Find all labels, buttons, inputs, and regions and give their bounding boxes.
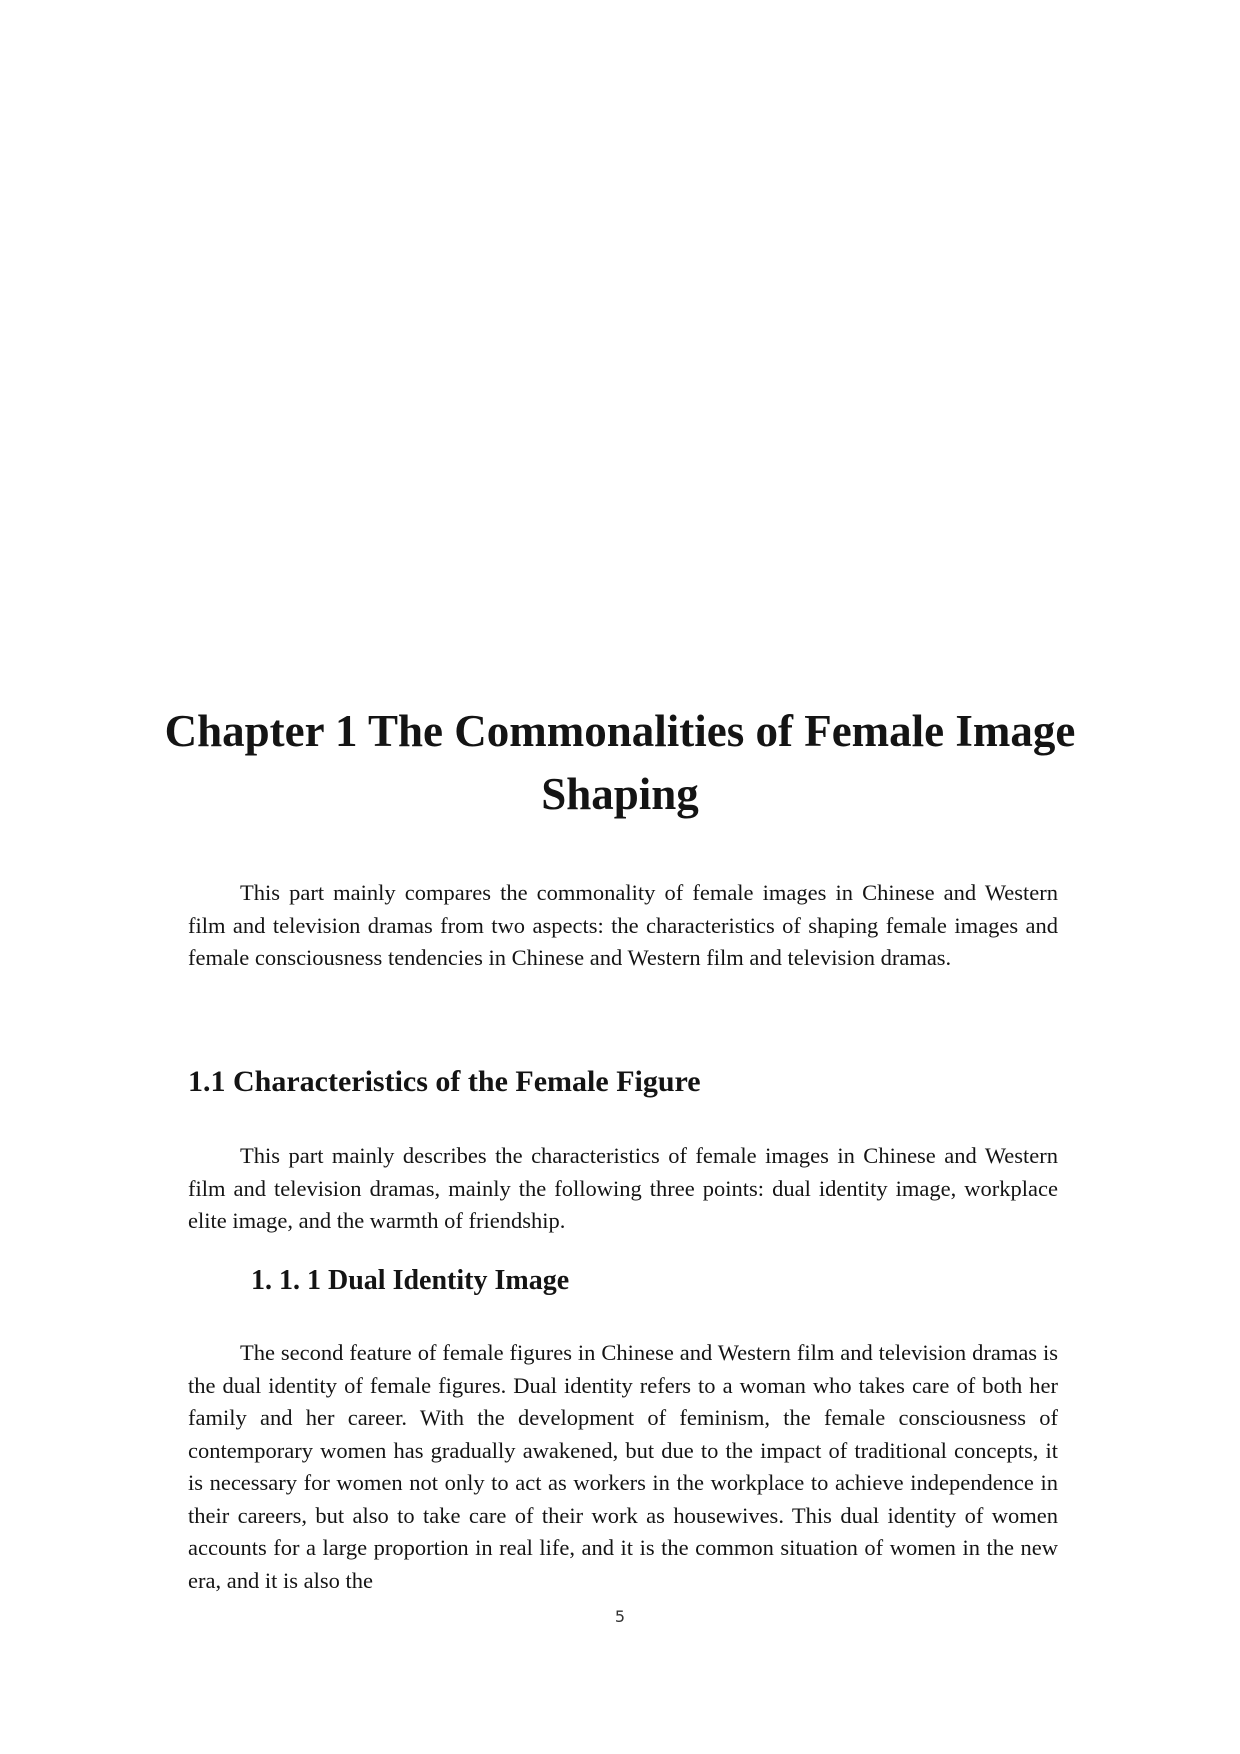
section-heading-1-1: 1.1 Characteristics of the Female Figure — [188, 1065, 701, 1098]
subsection-heading-1-1-1: 1. 1. 1 Dual Identity Image — [251, 1265, 570, 1296]
section-1-1-paragraph: This part mainly describes the characteristics of female images in Chinese and Western film and television dramas, mainly the following three points: dual identity image, workplace elite image, and the warmth of friendship. — [188, 1143, 1058, 1233]
page-number: 5 — [614, 1607, 626, 1626]
chapter-intro-paragraph: This part mainly compares the commonality of female images in Chinese and Western film and television dramas from two aspects: the characteristics of shaping female images and female consciousness tendencies in Chinese and Western film and television dramas. — [188, 880, 1058, 970]
section-1-1-1-paragraph: The second feature of female figures in Chinese and Western film and television dramas is the dual identity of female figures. Dual identity refers to a woman who takes care of both her family and her career. With the development of feminism, the female consciousness of contemporary women has gradually awakened, but due to the impact of traditional concepts, it is necessary for women not only to act as workers in the workplace to achieve independence in their careers, but also to take care of their work as housewives. This dual identity of women accounts for a large proportion in real life, and it is the common situation of women in the new era, and it is also the — [188, 1340, 1058, 1593]
chapter-title: Chapter 1 The Commonalities of Female Image Shaping — [164, 706, 1076, 819]
